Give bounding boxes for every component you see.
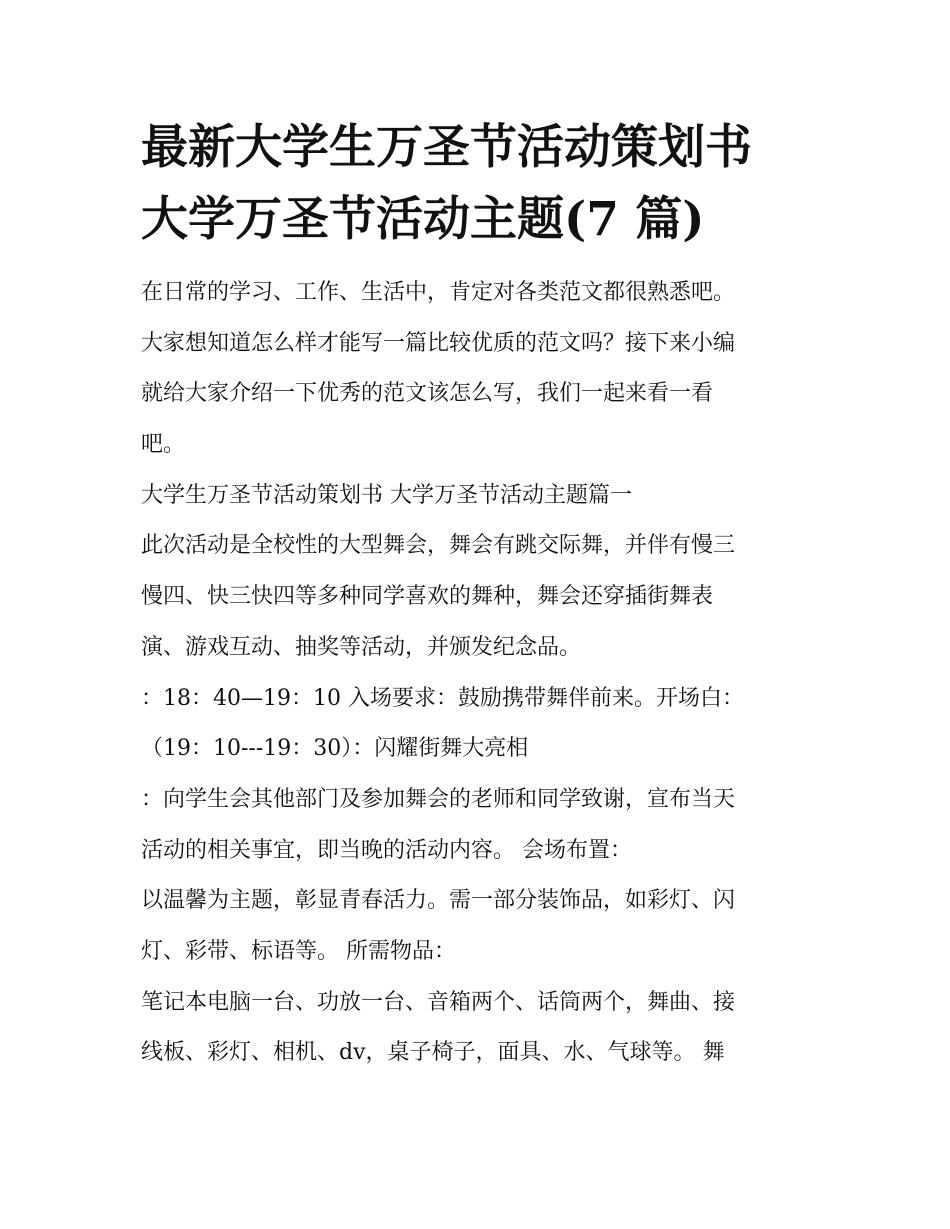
paragraph-line: 吧。 [141, 432, 186, 458]
document-page [141, 112, 821, 1079]
section-heading: 大学生万圣节活动策划书 大学万圣节活动主题篇一 [141, 482, 632, 508]
paragraph-line: （19：10---19：30）：闪耀街舞大亮相 [141, 736, 529, 762]
paragraph-line: 演、游戏互动、抽奖等活动，并颁发纪念品。 [141, 634, 582, 660]
paragraph-line: 灯、彩带、标语等。 所需物品： [141, 938, 456, 964]
title-line-1: 最新大学生万圣节活动策划书 [141, 120, 752, 175]
paragraph-line: 大家想知道怎么样才能写一篇比较优质的范文吗？接下来小编 [141, 330, 736, 356]
paragraph-line: 以温馨为主题，彰显青春活力。需一部分装饰品，如彩灯、闪 [141, 888, 736, 914]
paragraph-line: ：向学生会其他部门及参加舞会的老师和同学致谢，宣布当天 [141, 786, 736, 812]
paragraph-line: 就给大家介绍一下优秀的范文该怎么写，我们一起来看一看 [141, 381, 714, 407]
paragraph-line: 线板、彩灯、相机、dv，桌子椅子，面具、水、气球等。 舞 [141, 1040, 725, 1066]
paragraph-line: 活动的相关事宜，即当晚的活动内容。 会场布置： [141, 837, 632, 863]
title-line-2: 大学万圣节活动主题(7 篇) [141, 192, 705, 247]
paragraph-line: 笔记本电脑一台、功放一台、音箱两个、话筒两个，舞曲、接 [141, 989, 736, 1015]
document-body [141, 268, 821, 1079]
paragraph-line: 慢四、快三快四等多种同学喜欢的舞种，舞会还穿插街舞表 [141, 584, 714, 610]
document-title [141, 112, 821, 256]
paragraph-line: ：18：40—19：10 入场要求：鼓励携带舞伴前来。开场白： [141, 685, 744, 711]
paragraph-line: 此次活动是全校性的大型舞会，舞会有跳交际舞，并伴有慢三 [141, 533, 736, 559]
paragraph-line: 在日常的学习、工作、生活中，肯定对各类范文都很熟悉吧。 [141, 280, 736, 305]
